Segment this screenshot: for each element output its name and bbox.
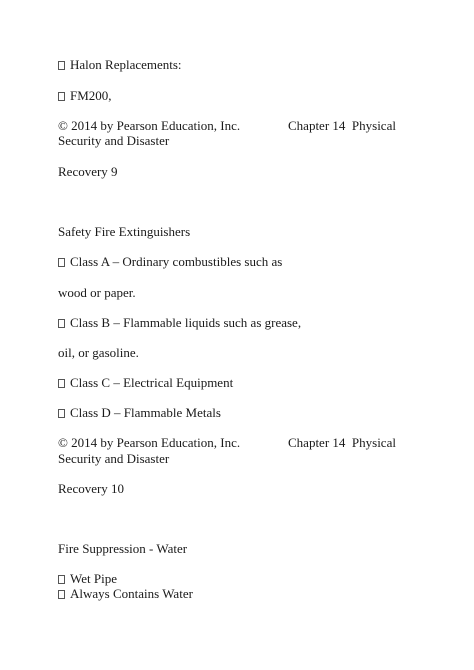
text-line: Recovery 10 (58, 481, 125, 496)
bullet-icon (58, 61, 65, 70)
bullet-line: Class A – Ordinary combustibles such as (58, 254, 282, 269)
text-line: Security and Disaster (58, 451, 170, 466)
section-heading: Safety Fire Extinguishers (58, 224, 191, 239)
section-heading: Fire Suppression - Water (58, 541, 188, 556)
bullet-line: Always Contains Water (58, 586, 193, 601)
bullet-line: Class B – Flammable liquids such as grease, (58, 315, 301, 330)
text-line: Recovery 9 (58, 164, 118, 179)
bullet-icon (58, 319, 65, 328)
bullet-line: FM200, (58, 88, 112, 103)
bullet-icon (58, 409, 65, 418)
text-line: wood or paper. (58, 285, 136, 300)
copyright-line: © 2014 by Pearson Education, Inc. Chapter 14 Physical (58, 435, 396, 450)
bullet-icon (58, 590, 65, 599)
bullet-line: Wet Pipe (58, 571, 117, 586)
copyright-line: © 2014 by Pearson Education, Inc. Chapter 14 Physical (58, 118, 396, 133)
bullet-icon (58, 258, 65, 267)
text-line: Security and Disaster (58, 133, 170, 148)
bullet-line: Halon Replacements: (58, 57, 182, 72)
bullet-line: Class D – Flammable Metals (58, 405, 221, 420)
bullet-icon (58, 92, 65, 101)
bullet-icon (58, 575, 65, 584)
bullet-icon (58, 379, 65, 388)
text-line: oil, or gasoline. (58, 345, 139, 360)
bullet-line: Class C – Electrical Equipment (58, 375, 233, 390)
